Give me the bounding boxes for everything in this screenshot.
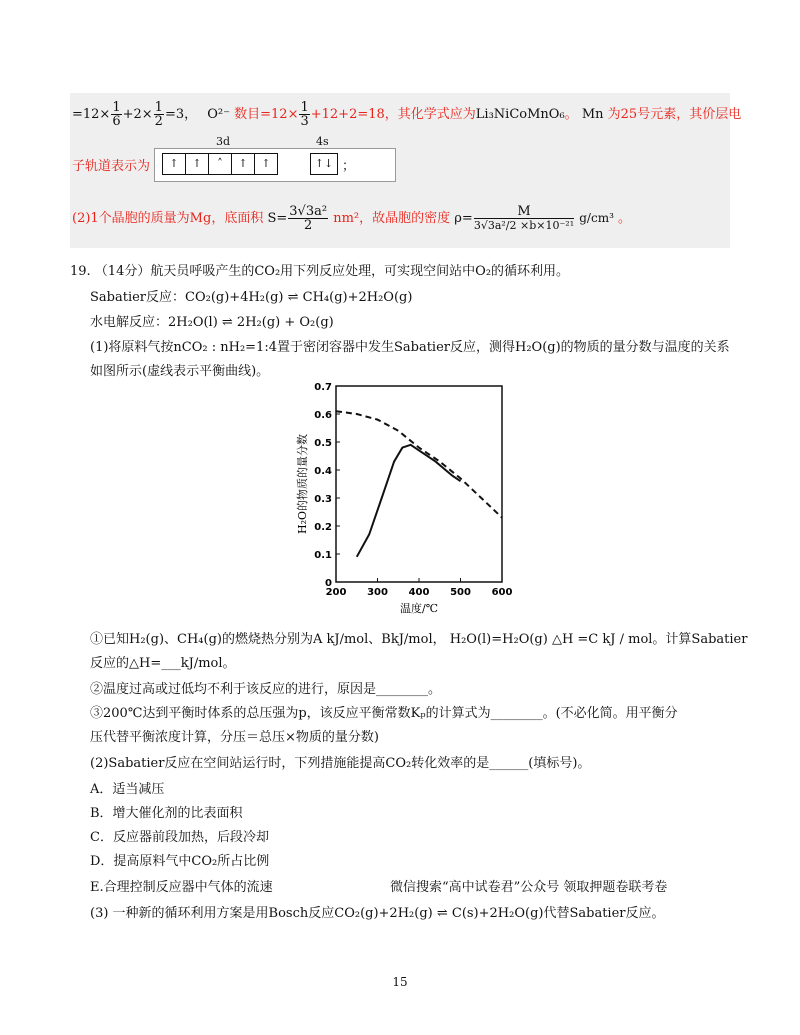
fraction: [474, 205, 574, 232]
x-tick-label: 300: [367, 587, 388, 598]
text: 为25号元素，其价层电: [607, 107, 742, 122]
fraction: [154, 101, 164, 128]
y-tick-label: 0.4: [314, 466, 332, 477]
page-number: 15: [392, 975, 408, 989]
sabatier-reaction: Sabatier反应：CO₂(g)+4H₂(g) ⇌ CH₄(g)+2H₂O(g): [90, 290, 413, 305]
x-tick-label: 600: [491, 587, 513, 598]
x-axis-label: 温度/℃: [399, 602, 439, 615]
text: (2)1个晶胞的质量为Mg，底面积: [72, 211, 264, 226]
x-tick-label: 200: [325, 587, 347, 598]
y-tick-label: 0.7: [314, 382, 332, 393]
numerator: M: [474, 205, 574, 219]
orbital-box: ↑↓: [314, 157, 334, 170]
y-tick-label: 0.2: [314, 522, 332, 533]
x-tick-label: 400: [408, 587, 430, 598]
fraction: [111, 101, 121, 128]
h2o-fraction-chart: [290, 378, 520, 618]
numerator: 1: [300, 100, 309, 115]
part1-text-cont: 如图所示(虚线表示平衡曲线)。: [90, 364, 270, 379]
element-symbol: Mn: [581, 107, 604, 122]
numerator: 1: [112, 100, 121, 115]
watermark-text: 微信搜索“高中试卷君”公众号 领取押题卷联考卷: [390, 880, 668, 895]
part1-text: (1)将原料气按nCO₂ : nH₂=1:4置于密闭容器中发生Sabatier反应，测得H₂O(g)的物质的量分数与温度的关系: [90, 340, 730, 355]
measured-curve: [357, 445, 461, 557]
orbital-box: ˄: [209, 154, 232, 174]
text: =3，: [164, 107, 198, 122]
denominator: 3: [300, 114, 309, 129]
denominator: 3√3a²/2 ×b×10⁻²¹: [473, 219, 575, 232]
question-1b: 反应的△H=___kJ/mol。: [90, 656, 236, 671]
text: ；: [342, 159, 356, 174]
y-tick-label: 0.6: [314, 410, 332, 421]
numerator: 1: [154, 100, 163, 115]
text: 数目=12×: [234, 107, 299, 122]
answer-line-2: 子轨道表示为: [72, 159, 151, 174]
answer-line-3: [72, 205, 631, 232]
option-d: D．提高原料气中CO₂所占比例: [90, 854, 270, 869]
text: +12+2=18，其化学式应为: [310, 107, 476, 122]
text: +2×: [122, 107, 153, 122]
orbital-3d-label: 3d: [216, 135, 231, 148]
orbital-box: ↑: [261, 157, 271, 170]
option-e: E.合理控制反应器中气体的流速: [90, 880, 273, 895]
option-b: B．增大催化剂的比表面积: [90, 806, 243, 821]
answer-box: [70, 93, 742, 248]
denominator: 2: [154, 114, 163, 129]
y-tick-label: 0.3: [314, 494, 332, 505]
orbital-box: ↑: [232, 154, 255, 174]
text: nm²，故晶胞的密度: [333, 211, 451, 226]
question-2: ②温度过高或过低均不利于该反应的进行，原因是________。: [90, 682, 442, 697]
question-1a: ①已知H₂(g)、CH₄(g)的燃烧热分别为A kJ/mol、BkJ/mol， H₂O(l)=H₂O(g) △H =C kJ / mol。计算Sabatier: [90, 632, 748, 647]
fraction: [288, 205, 328, 232]
numerator: 3√3a²: [289, 204, 328, 219]
orbital-box: ↑: [186, 154, 209, 174]
answer-line-1: [72, 101, 741, 128]
orbital-4s-box: [310, 153, 338, 175]
y-tick-label: 0.5: [314, 438, 332, 449]
unit: g/cm³: [579, 211, 614, 225]
part3-text: (3) 一种新的循环利用方案是用Bosch反应CO₂(g)+2H₂(g) ⇌ C(s)+2H₂O(g)代替Sabatier反应。: [90, 906, 665, 921]
oxide-ion: O²⁻: [207, 107, 230, 122]
fraction: [299, 101, 309, 128]
text: =12×: [72, 107, 111, 122]
part2-text: (2)Sabatier反应在空间站运行时，下列措施能提高CO₂转化效率的是______(填标号)。: [90, 756, 591, 771]
y-tick-label: 0.1: [314, 550, 332, 561]
y-tick-label: 0: [325, 578, 332, 589]
text: 。: [618, 211, 632, 226]
orbital-4s-label: 4s: [316, 135, 329, 148]
orbital-box: ↑: [163, 154, 186, 174]
chart-svg: [290, 378, 520, 618]
question-3a: ③200℃达到平衡时体系的总压强为p，该反应平衡常数Kₚ的计算式为________。(不必化简。用平衡分: [90, 706, 678, 721]
denominator: 2: [304, 218, 313, 233]
electrolysis-reaction: 水电解反应：2H₂O(l) ⇌ 2H₂(g) + O₂(g): [90, 315, 334, 330]
equilibrium-curve: [336, 411, 502, 517]
denominator: 6: [112, 114, 121, 129]
y-axis-label: H₂O的物质的量分数: [296, 433, 309, 535]
x-tick-label: 500: [450, 587, 471, 598]
orbital-3d-boxes: [162, 153, 278, 175]
text: S=: [267, 211, 288, 226]
question-header: 19. （14分）航天员呼吸产生的CO₂用下列反应处理，可实现空间站中O₂的循环利用。: [70, 264, 570, 279]
chemical-formula: Li₃NiCoMnO₆: [475, 107, 565, 122]
question-3b: 压代替平衡浓度计算，分压＝总压×物质的量分数): [90, 730, 379, 745]
text: ρ=: [454, 211, 473, 226]
option-a: A．适当减压: [90, 782, 165, 797]
text: 。: [564, 107, 578, 122]
option-c: C．反应器前段加热，后段冷却: [90, 830, 269, 845]
